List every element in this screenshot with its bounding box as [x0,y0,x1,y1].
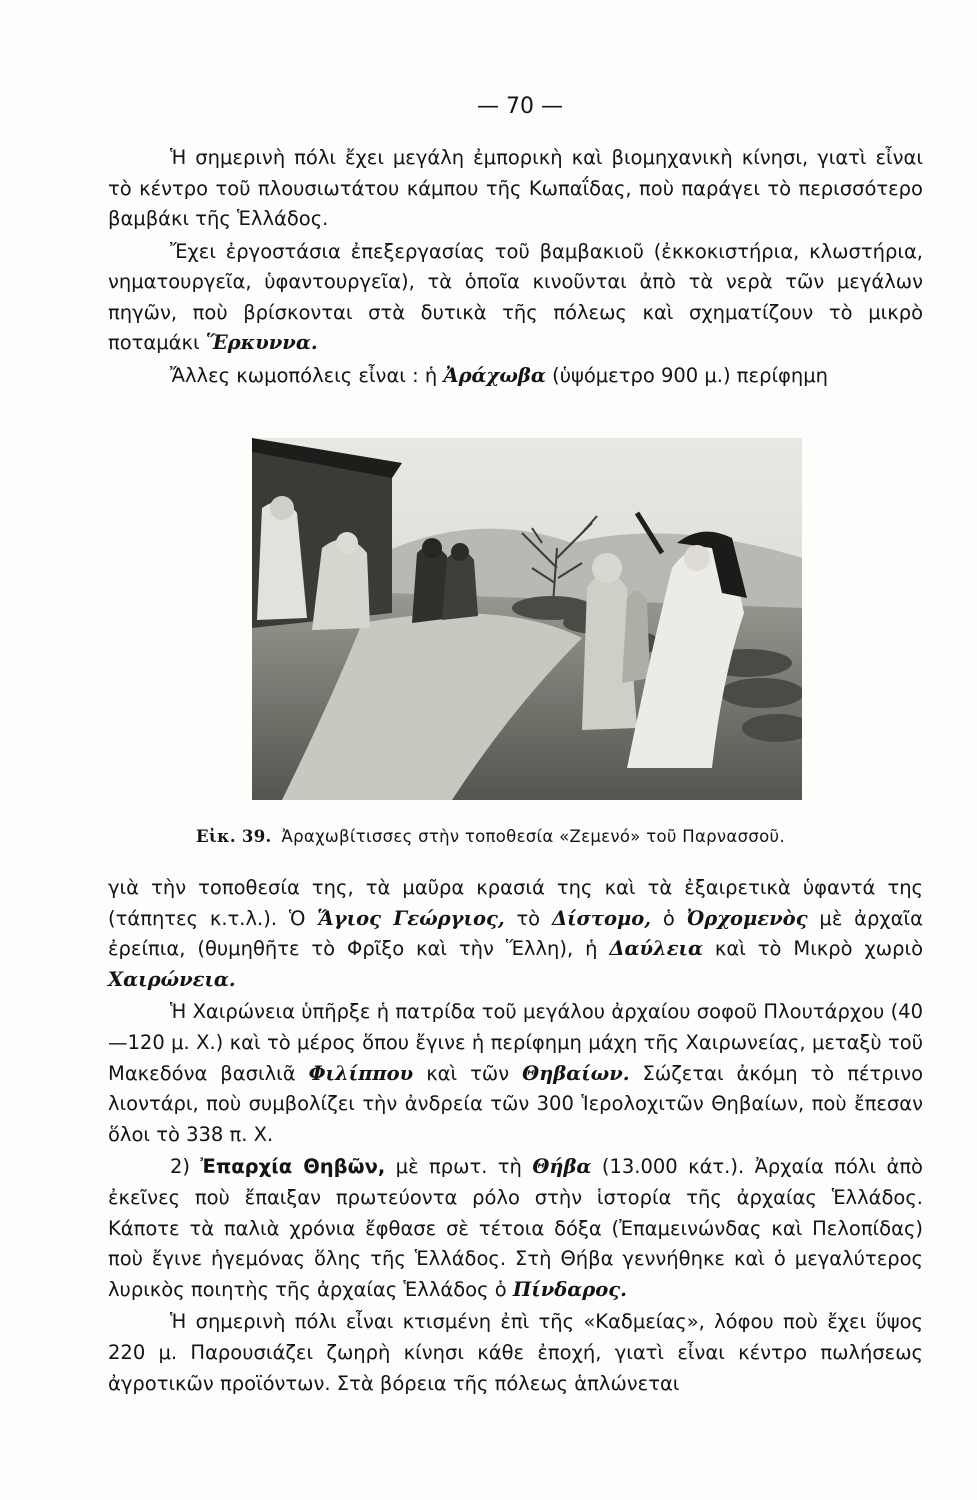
paragraph [108,1152,923,1305]
figure-label: Εἰκ. 39. [196,827,272,846]
place-name: Ἅγιος Γεώργιος, [317,906,505,930]
text-run: μὲ πρωτ. τὴ [395,1155,522,1179]
place-name: Δαύλεια [609,937,703,961]
text-run: καὶ τῶν [426,1061,510,1085]
page-number: — 70 — [477,94,563,119]
text-run: ὁ [662,906,675,930]
paragraph [108,237,923,359]
text-run: Ἄλλες κωμοπόλεις εἶναι : ἡ [170,363,438,387]
text-run: γιὰ τὴν τοποθεσία της, τὰ μαῦρα κρασιά της καὶ τὰ ἐξαιρετικὰ ὑφαντά της (τάπητες κ.τ.λ.). Ὁ [108,876,923,930]
place-name: Θήβα [532,1155,592,1179]
text-run: μὲ ἀρχαῖα ἐρείπια, (θυμηθῆτε τὸ Φρῖξο καὶ τὴν Ἕλλη), ἡ [108,906,923,961]
paragraph: Ἡ σημερινὴ πόλι ἔχει μεγάλη ἐμπορικὴ καὶ βιομηχανικὴ κίνησι, γιατὶ εἶναι τὸ κέντρο τοῦ πλουσιωτάτου κάμπου τῆς Κωπαΐδας, ποὺ παράγει τὸ περισσότερο βαμβάκι τῆς Ἑλλάδος. [108,146,923,230]
paragraph [108,997,923,1150]
caption-text: Ἀραχωβίτισσες στὴν τοποθεσία «Ζεμενό» τοῦ Παρνασσοῦ. [281,827,785,846]
place-name: Ὀρχομενὸς [686,906,808,930]
text-run: τὸ [516,906,541,930]
place-name: Ἀράχωβα [443,363,546,387]
paragraph [108,361,923,392]
place-name: Δίστομο, [551,906,652,930]
section-number: 2) [170,1155,191,1179]
section-heading: Ἐπαρχία Θηβῶν, [200,1155,386,1179]
photo-illustration [252,438,802,800]
text-run: Ἔχει ἐργοστάσια ἐπεξεργασίας τοῦ βαμβακιοῦ (ἐκκοκιστήρια, κλωστήρια, νηματουργεῖα, ὑφαντουργεῖα), τὰ ὁποῖα κινοῦνται ἀπὸ τὰ νερὰ τῶν μεγάλων πηγῶν, ποὺ βρίσκονται στὰ δυτικὰ τῆς πόλεως καὶ σχηματίζουν τὸ μικρὸ ποταμάκι [108,239,923,354]
text-run: (ὑψόμετρο 900 μ.) περίφημη [552,363,829,387]
text-run: Ἡ Χαιρώνεια ὑπῆρξε ἡ πατρίδα τοῦ μεγάλου ἀρχαίου σοφοῦ Πλουτάρχου (40—120 μ. Χ.) καὶ τὸ μέρος ὅπου ἔγινε ἡ περίφημη μάχη τῆς Χαιρωνείας, μεταξὺ τοῦ Μακεδόνα βασιλιᾶ [108,1000,923,1085]
text-run: (13.000 κάτ.). Ἀρχαία πόλι ἀπὸ ἐκεῖνες ποὺ ἔπαιξαν πρωτεύοντα ρόλο στὴν ἱστορία τῆς ἀρχαίας Ἑλλάδος. Κάποτε τὰ παλιὰ χρόνια ἔφθασε σὲ τέτοια δόξα (Ἐπαμεινώνδας καὶ Πελοπίδας) ποὺ ἔγινε ἡγεμόνας ὅλης τῆς Ἑλλάδος. Στὴ Θήβα γεννήθηκε καὶ ὁ μεγαλύτερος λυρικὸς ποιητὴς τῆς ἀρχαίας Ἑλλάδος ὁ [108,1155,923,1301]
place-name: Χαιρώνεια. [108,967,236,991]
paragraph [108,873,923,995]
place-name: Ἕρκυννα. [205,331,318,354]
text-run: Σώζεται ἀκόμη τὸ πέτρινο λιοντάρι, ποὺ συμβολίζει τὴν ἀνδρεία τῶν 300 Ἱερολοχιτῶν Θηβαίων, ποὺ ἔπεσαν ὅλοι τὸ 338 π. Χ. [108,1061,924,1146]
figure-caption [196,827,785,846]
person-name: Φιλίππου [308,1061,414,1085]
figure-photo [252,438,802,800]
text-block-bottom [108,873,923,1399]
paragraph: Ἡ σημερινὴ πόλι εἶναι κτισμένη ἐπὶ τῆς «Καδμείας», λόφου ποὺ ἔχει ὕψος 220 μ. Παρουσιάζει ζωηρὴ κίνησι κάθε ἐποχή, γιατὶ εἶναι κέντρο πωλήσεως ἀγροτικῶν προϊόντων. Στὰ βόρεια τῆς πόλεως ἁπλώνεται [108,1310,923,1395]
text-block-top [108,143,923,391]
person-name: Πίνδαρος. [512,1277,627,1301]
people-name: Θηβαίων. [522,1061,630,1085]
text-run: καὶ τὸ Μικρὸ χωριὸ [714,937,924,961]
